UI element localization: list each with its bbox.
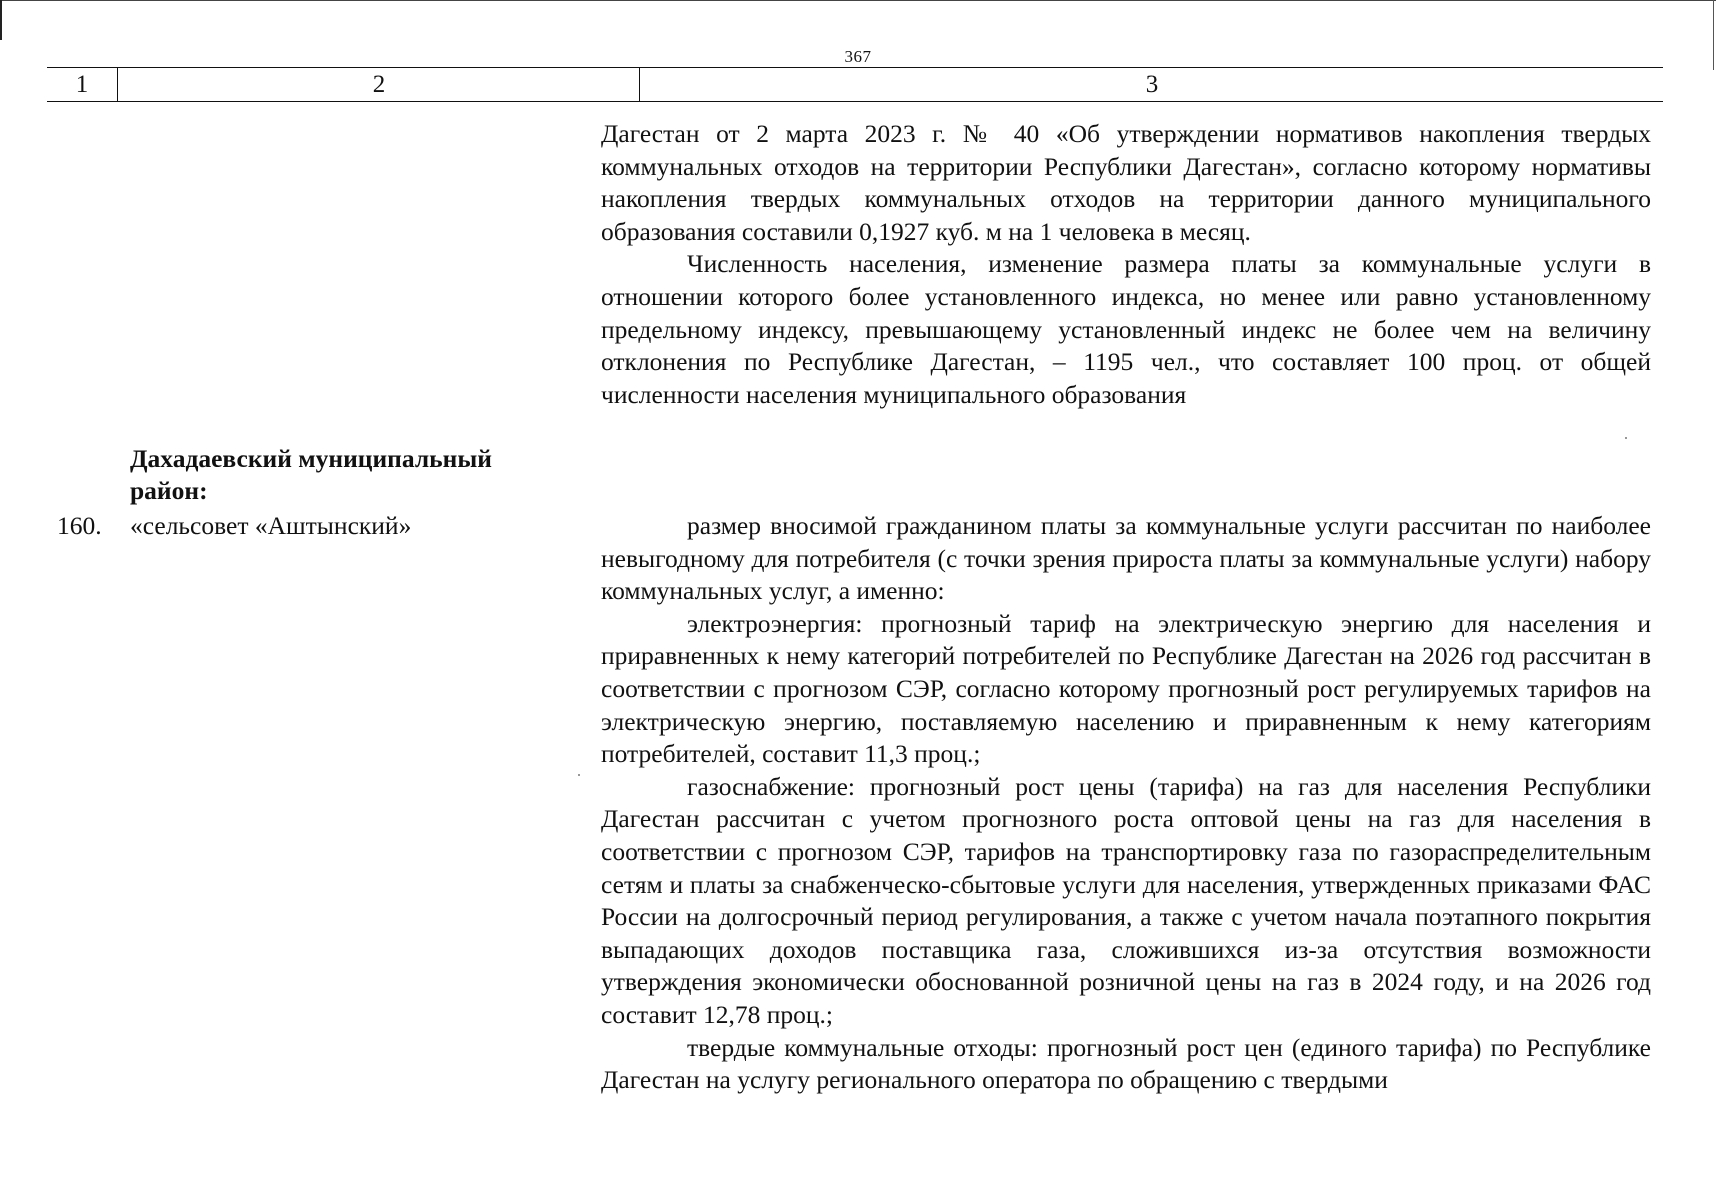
- scan-edge-top: [0, 0, 1716, 1]
- paragraph-norms: Дагестан от 2 марта 2023 г. № 40 «Об утверждении нормативов накопления твердых коммунальных отходов на территории Республики Дагестан», согласно которому нормативы накопления твердых коммунальных отходов на территории данного муниципального образования составили 0,1927 куб. м на 1 человека в месяц.: [601, 119, 1651, 246]
- entry-name: «сельсовет «Аштынский»: [130, 511, 412, 540]
- column-header-1: 1: [75, 71, 89, 98]
- column-header-3: 3: [639, 68, 1664, 101]
- paragraph-electricity: электроэнергия: прогнозный тариф на электрическую энергию для населения и приравненных к нему категорий потребителей по Республике Дагестан на 2026 год рассчитан в соответствии с прогнозом СЭР, согласно которому прогнозный рост регулируемых тарифов на электрическую энергию, поставляемую населению и приравненным к нему категориям потребителей, составит 11,3 проц.;: [601, 608, 1651, 769]
- text-block-continuation: [601, 118, 1651, 411]
- paragraph-payment-size: размер вносимой гражданином платы за коммунальные услуги рассчитан по наиболее невыгодному для потребителя (с точки зрения прироста платы за коммунальные услуги) набору коммунальных услуг, а именно:: [601, 511, 1651, 606]
- paragraph-gas: газоснабжение: прогнозный рост цены (тарифа) на газ для населения Республики Дагестан рассчитан с учетом прогнозного роста оптовой цены на газ для населения в соответствии с прогнозом СЭР, тарифов на транспортировку газа по газораспределительным сетям и платы за снабженческо-сбытовые услуги для населения, утвержденных приказами ФАС России на долгосрочный период регулирования, а также с учетом начала поэтапного покрытия выпадающих доходов поставщика газа, сложившихся из-за отсутствия возможности утверждения экономически обоснованной розничной цены на газ в 2024 году, и на 2026 год составит 12,78 проц.;: [601, 771, 1651, 1029]
- table-header-row: [47, 67, 1663, 102]
- text-block-entry: [601, 510, 1651, 1097]
- scan-speck: [1625, 437, 1627, 439]
- paragraph-population: Численность населения, изменение размера платы за коммунальные услуги в отношении которого более установленного индекса, но менее или равно установленному предельному индексу, превышающему установленный индекс не более чем на величину отклонения по Республике Дагестан, – 1195 чел., что составляет 100 проц. от общей численности населения муниципального образования: [601, 249, 1651, 409]
- entry-number: 160.: [57, 511, 102, 540]
- paragraph-solid-waste: твердые коммунальные отходы: прогнозный рост цен (единого тарифа) по Республике Дагестан на услугу регионального оператора по обращению с твердыми: [601, 1032, 1651, 1095]
- scan-edge-left: [0, 0, 2, 40]
- scan-speck: [578, 774, 580, 776]
- column-header-2: 2: [117, 68, 640, 101]
- district-heading: [130, 443, 570, 507]
- district-heading-line-2: район:: [130, 476, 208, 505]
- district-heading-line-1: Дахадаевский муниципальный: [130, 444, 492, 473]
- page-number: 367: [844, 47, 872, 66]
